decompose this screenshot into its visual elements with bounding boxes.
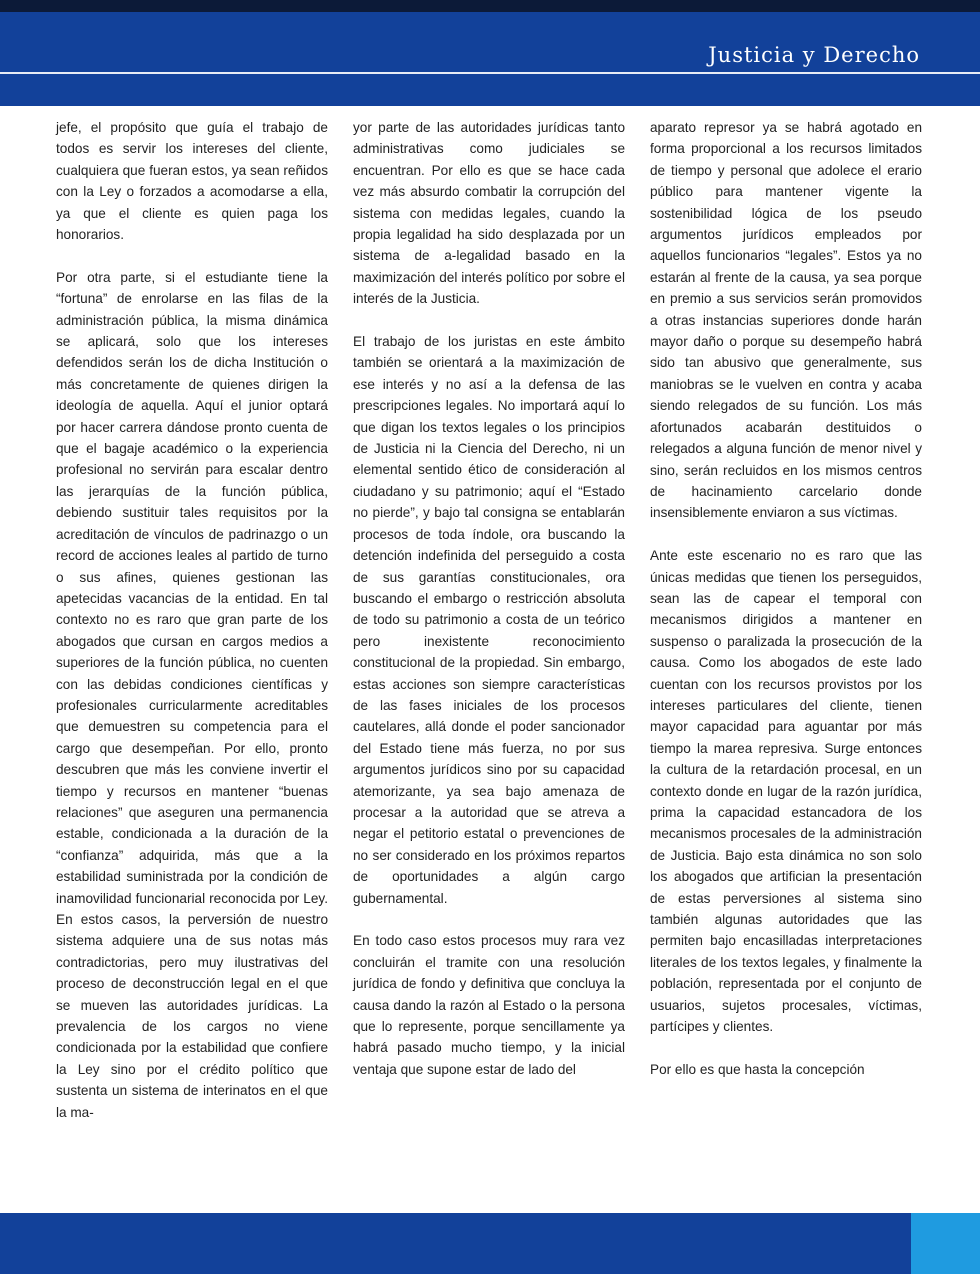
paragraph: Por ello es que hasta la concepción bbox=[650, 1061, 865, 1077]
article-body bbox=[56, 117, 922, 1197]
header-rule bbox=[0, 72, 980, 74]
paragraph: El trabajo de los juristas en este ámbito también se orientará a la maximización de ese interés y no así a la defensa de las prescripciones legales. No importará aquí lo que digan los textos legales o los principios de Justicia ni la Ciencia del Derecho, ni un elemental sentido ético de consideración al ciudadano y su patrimonio; aquí el “Estado no pierde”, y bajo tal consigna se entablarán procesos de toda índole, ora buscando la detención indefinida del perseguido a costa de sus garantías constitucionales, ora buscando el embargo o restricción absoluta de todo su patrimonio a costa de un teórico pero inexistente reconocimiento constitucional de la propiedad. Sin embargo, estas acciones son siempre características de las fases iniciales de los procesos cautelares, allá donde el poder sancionador del Estado tiene más fuerza, no por sus argumentos jurídicos sino por su capacidad atemorizante, ya sea bajo amenaza de procesar a la autoridad que se atreva a negar el petitorio estatal o prevenciones de no ser considerado en los próximos repartos de oportunidades a algún cargo gubernamental. bbox=[353, 334, 625, 906]
footer-tab bbox=[911, 1213, 980, 1274]
section-title: Justicia y Derecho bbox=[708, 43, 920, 67]
header-band bbox=[0, 0, 980, 106]
column-2 bbox=[353, 117, 625, 1197]
paragraph: jefe, el propósito que guía el trabajo de todos es servir los intereses del cliente, cualquiera que fueran estos, ya sean reñidos con la Ley o forzados a acomodarse a ella, ya que el cliente es quien paga los honorarios. bbox=[56, 120, 328, 243]
paragraph: En todo caso estos procesos muy rara vez concluirán el tramite con una resolución jurídica de fondo y definitiva que concluya la causa dando la razón al Estado o la persona que lo represente, porque sencillamente ya habrá pasado mucho tiempo, y la inicial ventaja que supone estar de lado del bbox=[353, 933, 625, 1077]
paragraph: yor parte de las autoridades jurídicas tanto administrativas como judiciales se encuentran. Por ello es que se hace cada vez más absurdo combatir la corrupción del sistema con medidas legales, cuando la propia legalidad ha sido desplazada por un sistema de a-legalidad basado en la maximización del interés político por sobre el interés de la Justicia. bbox=[353, 120, 625, 307]
footer-band bbox=[0, 1213, 980, 1274]
column-3 bbox=[650, 117, 922, 1197]
paragraph: Ante este escenario no es raro que las únicas medidas que tienen los perseguidos, sean las de capear el temporal con mecanismos dirigidos a mantener en suspenso o paralizada la prosecución de la causa. Como los abogados de este lado cuentan con los recursos provistos por los intereses particulares del cliente, tienen mayor capacidad para aguantar por más tiempo la marea represiva. Surge entonces la cultura de la retardación procesal, en un contexto donde en lugar de la razón jurídica, prima la capacidad estancadora de los mecanismos procesales de la administración de Justicia. Bajo esta dinámica no son solo los abogados que artifician la presentación de estas perversiones al sistema sino también algunas autoridades que las permiten bajo encasilladas interpretaciones literales de los textos legales, y finalmente la población, representada por el conjunto de usuarios, sujetos procesales, víctimas, partícipes y clientes. bbox=[650, 548, 922, 1035]
column-1 bbox=[56, 117, 328, 1197]
paragraph: Por otra parte, si el estudiante tiene la “fortuna” de enrolarse en las filas de la administración pública, la misma dinámica se aplicará, solo que los intereses defendidos serán los de dicha Institución o más concretamente de quienes dirigen la ideología de aquella. Aquí el junior optará por hacer carrera dándose pronto cuenta de que el bagaje académico o la experiencia profesional no servirán para escalar dentro las jerarquías de la función pública, debiendo sustituir tales requisitos por la acreditación de vínculos de padrinazgo o un record de acciones leales al partido de turno o sus afines, quienes gestionan las apetecidas vacancias de la entidad. En tal contexto no es raro que gran parte de los abogados que cursan en cargos medios a superiores de la función pública, no cuenten con las debidas condiciones científicas y profesionales curricularmente acreditables que demuestren su competencia para el cargo que desempeñan. Por ello, pronto descubren que más les conviene invertir el tiempo y recursos en mantener “buenas relaciones” que aseguren una permanencia estable, condicionada a la duración de la “confianza” adquirida, más que a la estabilidad suministrada por la condición de inamovilidad funcionarial reconocida por Ley. En estos casos, la perversión de nuestro sistema adquiere una de sus notas más contradictorias, pero muy ilustrativas del proceso de deconstrucción legal en el que se mueven las autoridades jurídicas. La prevalencia de los cargos no viene condicionada por la estabilidad que confiere la Ley sino por el crédito político que sustenta un sistema de interinatos en el que la ma- bbox=[56, 269, 328, 1120]
header-top-stripe bbox=[0, 0, 980, 12]
paragraph: aparato represor ya se habrá agotado en forma proporcional a los recursos limitados de tiempo y personal que adolece el erario público para mantener vigente la sostenibilidad lógica de los pseudo argumentos jurídicos empleados por aquellos funcionarios “legales”. Estos ya no estarán al frente de la causa, ya sea porque en premio a sus servicios serán promovidos a otras instancias superiores donde harán mayor daño o porque su desempeño habrá sido tan abusivo que generalmente, sus maniobras se le vuelven en contra y acaba siendo relegados de su función. Los más afortunados acabarán destituidos o relegados a alguna función de menor nivel y sino, serán recluidos en los mismos centros de hacinamiento carcelario donde insensiblemente enviaron a sus víctimas. bbox=[650, 120, 922, 521]
